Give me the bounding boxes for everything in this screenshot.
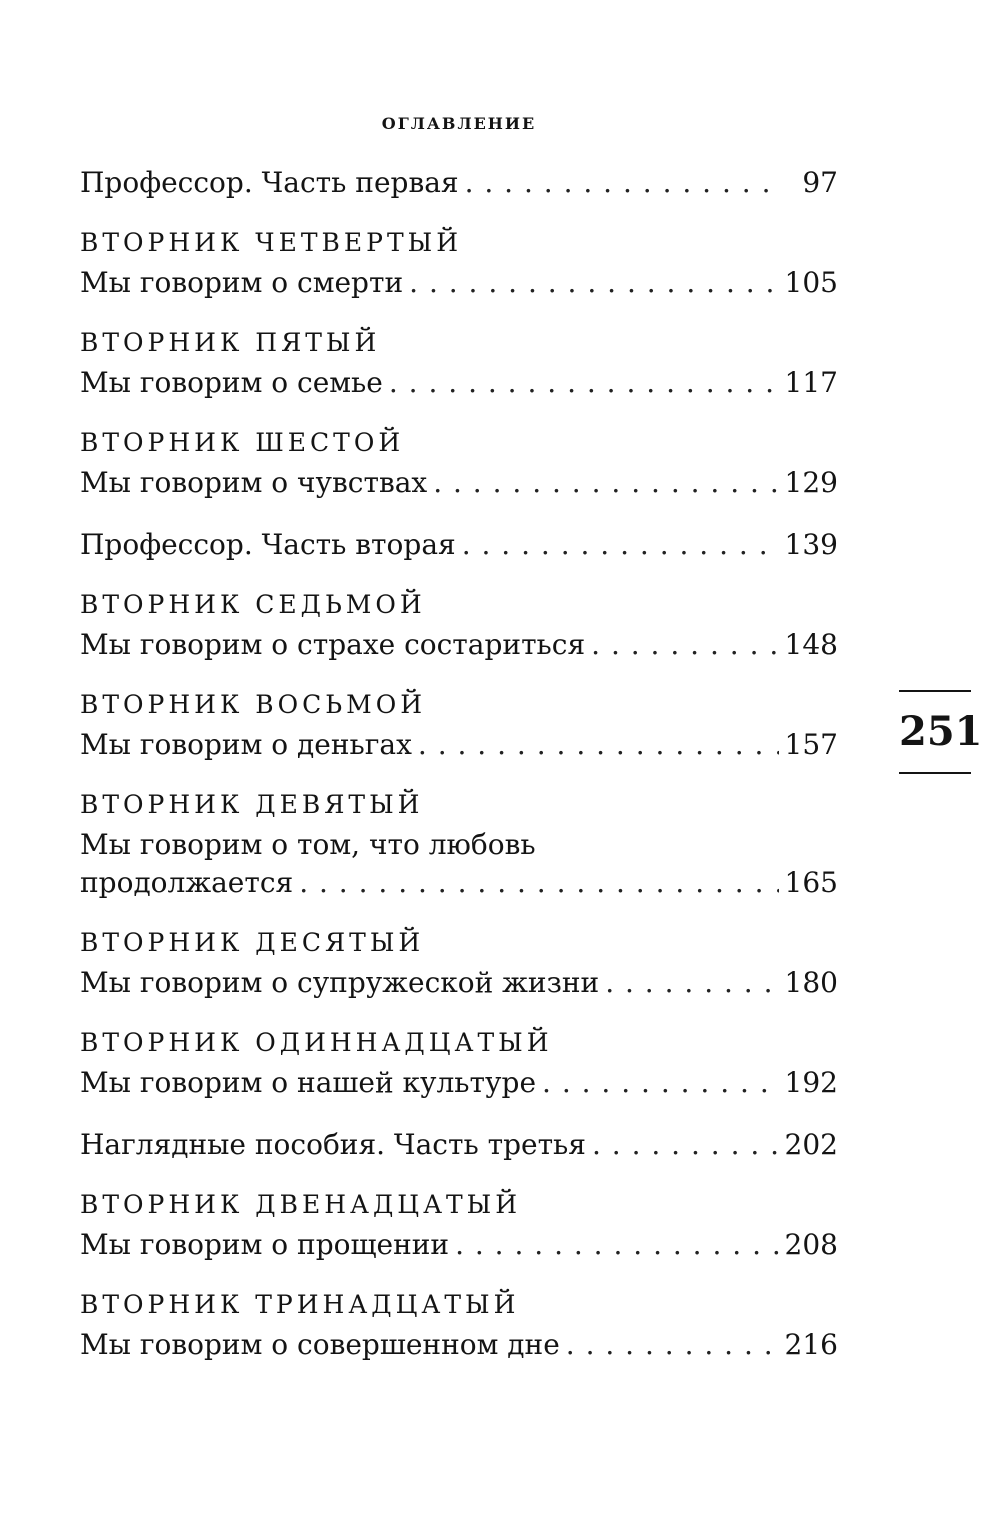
toc-entry-title: Мы говорим о семье [80,366,383,399]
toc-line[interactable] [80,1064,838,1102]
toc-entry-title: Мы говорим о чувствах [80,466,428,499]
toc-entry-title: Мы говорим о деньгах [80,728,412,761]
toc-section-label: ВТОРНИК ВОСЬМОЙ [80,690,426,719]
toc-entry [80,926,838,1002]
toc-line[interactable] [80,1226,838,1264]
toc-page-number: 202 [784,1128,838,1161]
toc-entry-title: Мы говорим о страхе состариться [80,628,586,661]
dot-leader [299,864,778,902]
dot-leader [605,964,778,1002]
toc-entry [80,1126,838,1164]
toc-section-label: ВТОРНИК СЕДЬМОЙ [80,590,426,619]
dot-leader [389,364,779,402]
toc-section-label: ВТОРНИК ТРИНАДЦАТЫЙ [80,1290,520,1319]
dot-leader [462,526,779,564]
dot-leader [542,1064,779,1102]
toc-entry-title: Мы говорим о нашей культуре [80,1066,537,1099]
toc-entry [80,1188,838,1264]
toc-entry [80,326,838,402]
toc-page-number: 129 [784,466,838,499]
toc-page-number: 157 [784,728,838,761]
toc-page-number: 97 [802,166,838,199]
toc-page-number: 148 [784,628,838,661]
dot-leader [592,1126,779,1164]
dot-leader [409,264,778,302]
toc-line[interactable] [80,264,838,302]
folio-rule-bottom [899,772,971,774]
toc-line[interactable] [80,1326,838,1364]
toc-page-number: 139 [784,528,838,561]
dot-leader [433,464,778,502]
table-of-contents [80,164,838,1388]
toc-entry [80,426,838,502]
toc-section-label: ВТОРНИК ПЯТЫЙ [80,328,381,357]
toc-entry-title: Мы говорим о прощении [80,1228,450,1261]
toc-page-number: 216 [784,1328,838,1361]
toc-line[interactable] [80,526,838,564]
folio-number: 251 [899,708,983,755]
toc-entry-title: Мы говорим о совершенном дне [80,1328,560,1361]
toc-entry-title: Профессор. Часть вторая [80,528,456,561]
toc-line[interactable] [80,726,838,764]
toc-line[interactable] [80,1126,838,1164]
dot-leader [418,726,779,764]
toc-entry [80,688,838,764]
toc-entry [80,1026,838,1102]
toc-section-label: ВТОРНИК ДВЕНАДЦАТЫЙ [80,1190,522,1219]
toc-section-label: ВТОРНИК ОДИННАДЦАТЫЙ [80,1028,553,1057]
page-folio [899,690,983,774]
toc-entry-title: Мы говорим о смерти [80,266,404,299]
toc-line[interactable] [80,164,838,202]
toc-entry-title-line: Мы говорим о том, что любовь [80,828,536,861]
toc-line[interactable] [80,864,838,902]
toc-line[interactable] [80,626,838,664]
toc-entry [80,788,838,902]
toc-page-number: 180 [784,966,838,999]
toc-entry [80,588,838,664]
toc-line[interactable] [80,464,838,502]
toc-section-label: ВТОРНИК ДЕВЯТЫЙ [80,790,424,819]
toc-page-number: 117 [784,366,838,399]
toc-line[interactable] [80,364,838,402]
toc-page-number: 165 [784,866,838,899]
toc-page-number: 192 [784,1066,838,1099]
toc-entry [80,226,838,302]
toc-entry-title: Мы говорим о супружеской жизни [80,966,600,999]
page-title: оглавление [381,108,537,135]
toc-entry-title: Профессор. Часть первая [80,166,459,199]
toc-entry [80,1288,838,1364]
toc-entry [80,526,838,564]
dot-leader [465,164,782,202]
dot-leader [566,1326,779,1364]
dot-leader [591,626,778,664]
dot-leader [455,1226,778,1264]
toc-section-label: ВТОРНИК ШЕСТОЙ [80,428,405,457]
toc-line[interactable] [80,964,838,1002]
toc-section-label: ВТОРНИК ДЕСЯТЫЙ [80,928,425,957]
toc-section-label: ВТОРНИК ЧЕТВЕРТЫЙ [80,228,463,257]
toc-entry-title: продолжается [80,866,294,899]
toc-entry [80,164,838,202]
toc-page-number: 105 [784,266,838,299]
toc-entry-title: Наглядные пособия. Часть третья [80,1128,586,1161]
toc-page-number: 208 [784,1228,838,1261]
